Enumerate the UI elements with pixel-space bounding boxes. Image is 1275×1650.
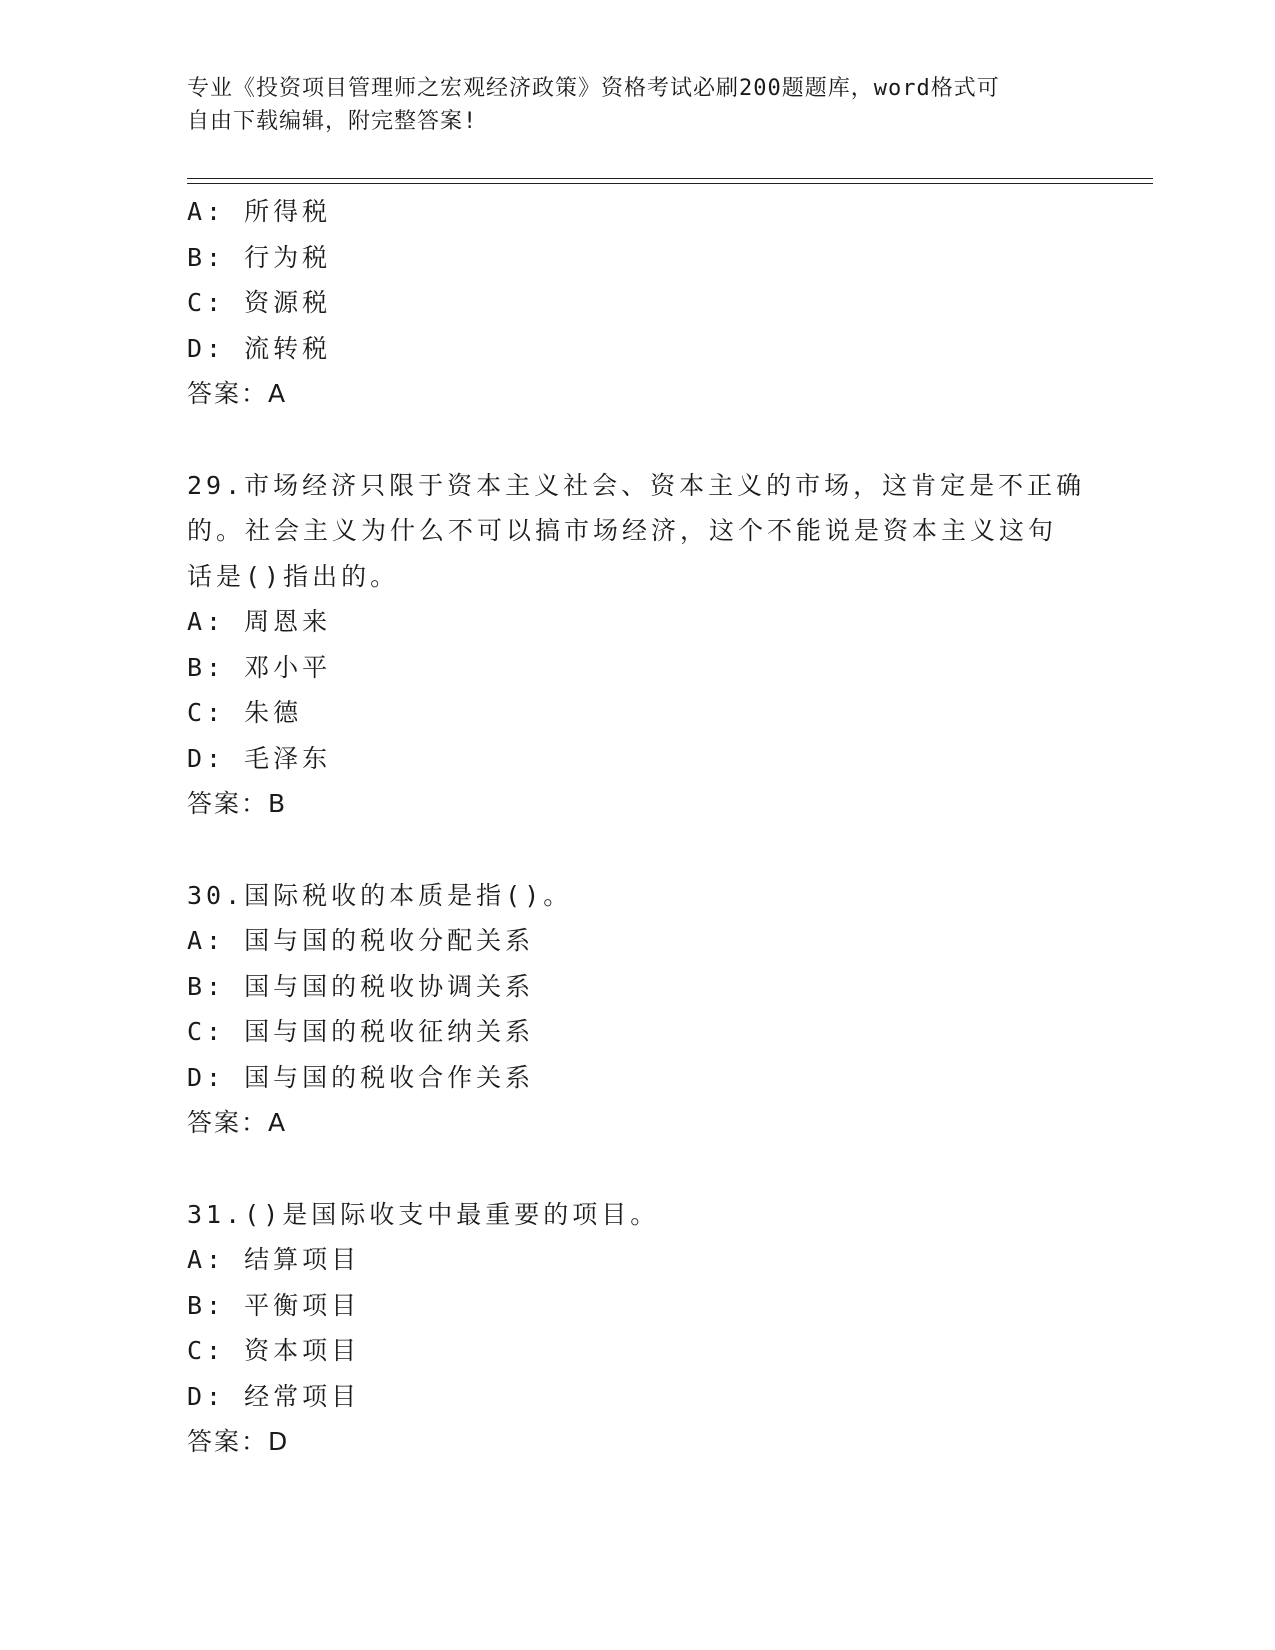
answer: 答案：A [187, 379, 288, 408]
option-b: B: 邓小平 [187, 652, 332, 682]
option-b: B: 国与国的税收协调关系 [187, 971, 535, 1001]
spacer [187, 1146, 1087, 1192]
option-a: A: 周恩来 [187, 607, 332, 636]
header-line-1: 专业《投资项目管理师之宏观经济政策》资格考试必刷200题题库，word格式可 [187, 76, 1000, 101]
question-list [187, 189, 1087, 1465]
option-c: C: 资源税 [187, 288, 332, 317]
question-29 [187, 463, 1087, 827]
option-b: B: 行为税 [187, 242, 332, 272]
option-d: D: 毛泽东 [187, 743, 332, 773]
question-30 [187, 873, 1087, 1146]
question-text-line-1: 29.市场经济只限于资本主义社会、资本主义的市场，这肯定是不正确 [187, 470, 1086, 500]
question-text-line-3: 话是()指出的。 [187, 561, 400, 591]
question-31 [187, 1192, 1087, 1465]
answer: 答案：D [187, 1427, 290, 1456]
option-b: B: 平衡项目 [187, 1290, 361, 1320]
header-line-2: 自由下载编辑，附完整答案! [187, 109, 478, 134]
spacer [187, 827, 1087, 873]
option-d: D: 经常项目 [187, 1381, 361, 1411]
option-a: A: 国与国的税收分配关系 [187, 926, 535, 955]
document-header [187, 72, 1067, 138]
header-rule-bottom [187, 183, 1153, 184]
option-a: A: 所得税 [187, 197, 332, 226]
question-text-line-1: 31.()是国际收支中最重要的项目。 [187, 1199, 660, 1229]
option-c: C: 国与国的税收征纳关系 [187, 1017, 535, 1046]
option-d: D: 流转税 [187, 333, 332, 363]
question-text-line-2: 的。社会主义为什么不可以搞市场经济，这个不能说是资本主义这句 [187, 516, 1058, 545]
header-rule-top [187, 178, 1153, 179]
answer: 答案：B [187, 789, 288, 818]
answer: 答案：A [187, 1108, 288, 1137]
question-text-line-1: 30.国际税收的本质是指()。 [187, 880, 573, 910]
option-d: D: 国与国的税收合作关系 [187, 1062, 535, 1092]
option-a: A: 结算项目 [187, 1245, 361, 1274]
option-c: C: 朱德 [187, 698, 303, 727]
question-28 [187, 189, 1087, 417]
option-c: C: 资本项目 [187, 1336, 361, 1365]
spacer [187, 417, 1087, 463]
